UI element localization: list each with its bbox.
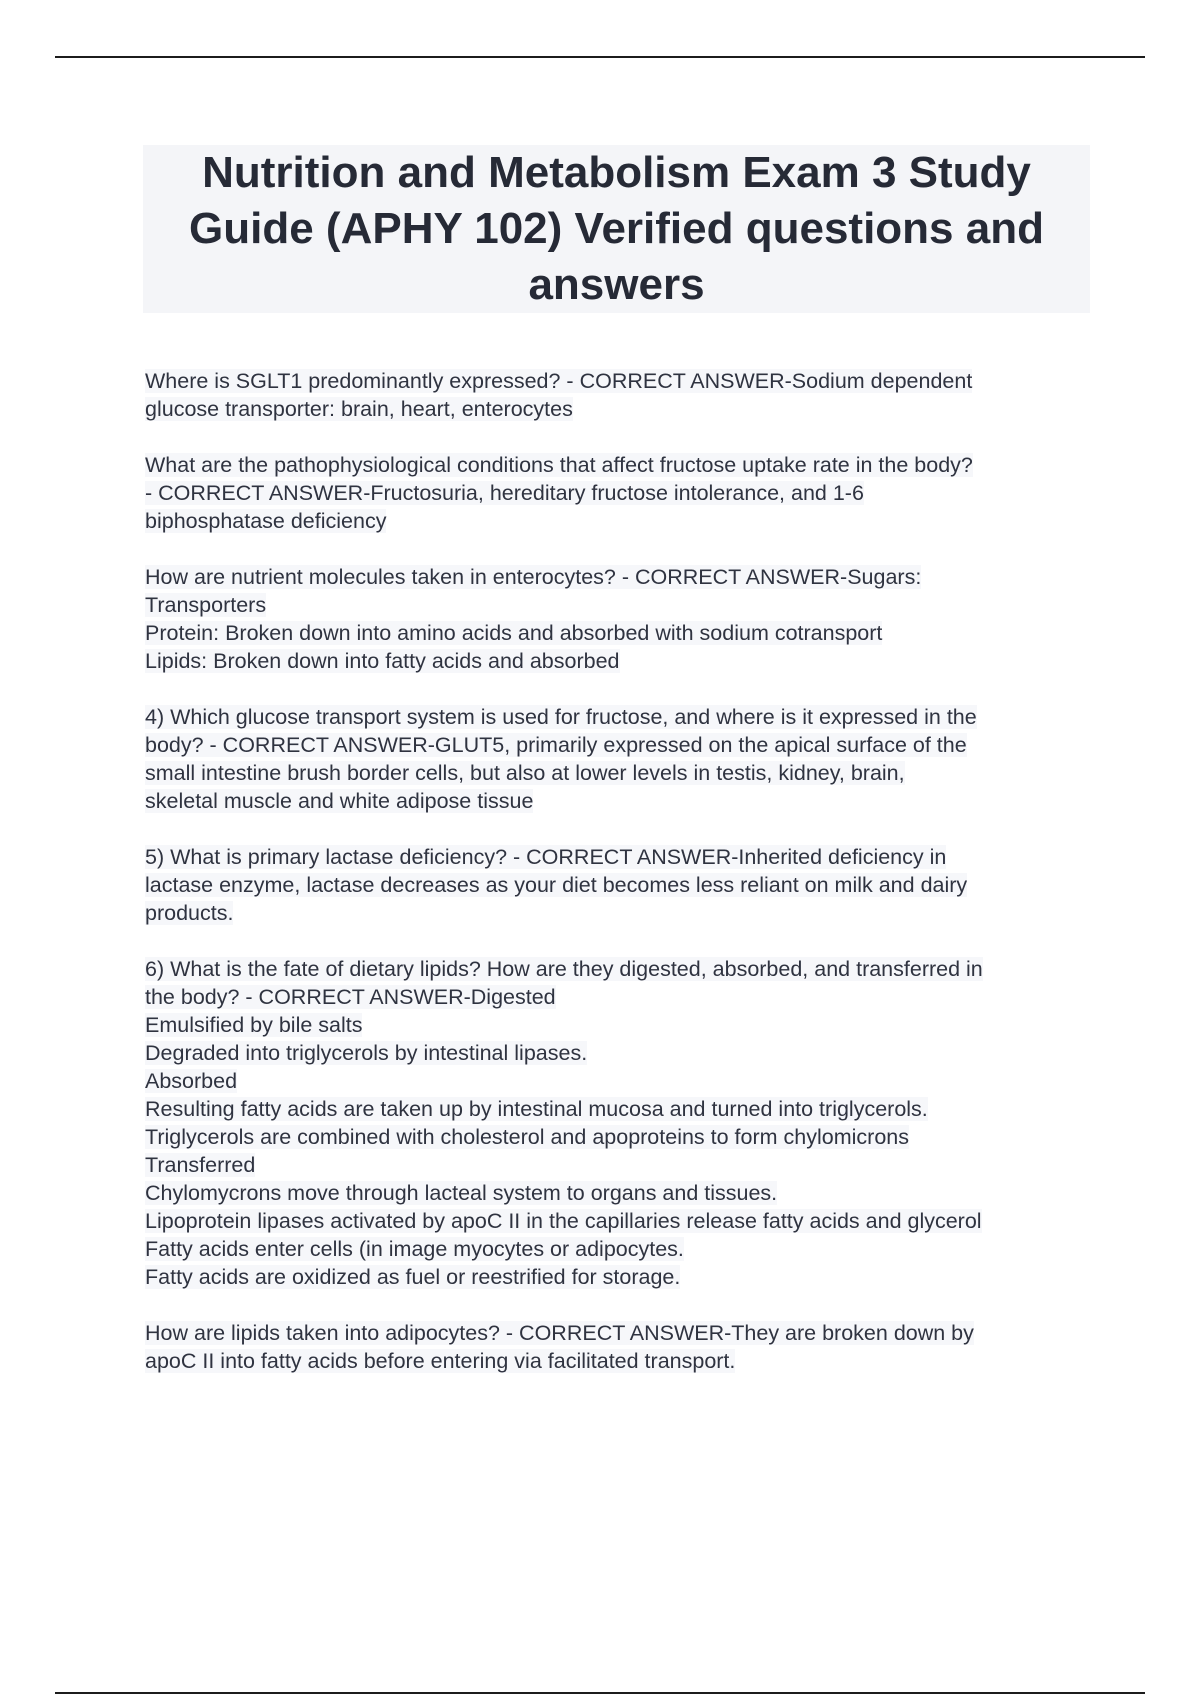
- entry-line: 4) Which glucose transport system is used for fructose, and where is it expressed in the: [145, 705, 977, 729]
- entry-line: Emulsified by bile salts: [145, 1013, 363, 1037]
- qa-entry: [145, 451, 1095, 535]
- entry-line: skeletal muscle and white adipose tissue: [145, 789, 534, 813]
- top-rule: [55, 56, 1145, 58]
- qa-entry: [145, 703, 1095, 815]
- entry-line: products.: [145, 901, 234, 925]
- entry-line: Protein: Broken down into amino acids and absorbed with sodium cotransport: [145, 621, 883, 645]
- entry-line: - CORRECT ANSWER-Fructosuria, hereditary fructose intolerance, and 1-6: [145, 481, 864, 505]
- entry-line: Transporters: [145, 593, 267, 617]
- document-title: Nutrition and Metabolism Exam 3 Study Guide (APHY 102) Verified questions and answers: [189, 148, 1044, 309]
- entry-line: Degraded into triglycerols by intestinal lipases.: [145, 1041, 588, 1065]
- qa-entry: [145, 955, 1095, 1291]
- title-banner: [143, 145, 1090, 313]
- entry-line: Fatty acids enter cells (in image myocytes or adipocytes.: [145, 1237, 684, 1261]
- qa-list: [145, 367, 1095, 1403]
- entry-line: Lipoprotein lipases activated by apoC II in the capillaries release fatty acids and glycerol: [145, 1209, 982, 1233]
- entry-line: biphosphatase deficiency: [145, 509, 387, 533]
- bottom-rule: [55, 1692, 1145, 1694]
- entry-line: 6) What is the fate of dietary lipids? How are they digested, absorbed, and transferred in: [145, 957, 983, 981]
- entry-line: Transferred: [145, 1153, 256, 1177]
- entry-line: What are the pathophysiological conditions that affect fructose uptake rate in the body?: [145, 453, 973, 477]
- entry-line: lactase enzyme, lactase decreases as your diet becomes less reliant on milk and dairy: [145, 873, 968, 897]
- qa-entry: [145, 843, 1095, 927]
- entry-line: Absorbed: [145, 1069, 238, 1093]
- qa-entry: [145, 1319, 1095, 1375]
- entry-line: How are lipids taken into adipocytes? - CORRECT ANSWER-They are broken down by: [145, 1321, 974, 1345]
- entry-line: body? - CORRECT ANSWER-GLUT5, primarily expressed on the apical surface of the: [145, 733, 967, 757]
- entry-line: Lipids: Broken down into fatty acids and absorbed: [145, 649, 620, 673]
- qa-entry: [145, 367, 1095, 423]
- entry-line: Where is SGLT1 predominantly expressed? - CORRECT ANSWER-Sodium dependent: [145, 369, 973, 393]
- entry-line: the body? - CORRECT ANSWER-Digested: [145, 985, 556, 1009]
- entry-line: Chylomycrons move through lacteal system to organs and tissues.: [145, 1181, 778, 1205]
- entry-line: Triglycerols are combined with cholesterol and apoproteins to form chylomicrons: [145, 1125, 909, 1149]
- entry-line: Resulting fatty acids are taken up by intestinal mucosa and turned into triglycerols.: [145, 1097, 928, 1121]
- qa-entry: [145, 563, 1095, 675]
- entry-line: How are nutrient molecules taken in enterocytes? - CORRECT ANSWER-Sugars:: [145, 565, 922, 589]
- entry-line: glucose transporter: brain, heart, enterocytes: [145, 397, 573, 421]
- entry-line: small intestine brush border cells, but also at lower levels in testis, kidney, brain,: [145, 761, 905, 785]
- entry-line: apoC II into fatty acids before entering via facilitated transport.: [145, 1349, 736, 1373]
- entry-line: Fatty acids are oxidized as fuel or reestrified for storage.: [145, 1265, 681, 1289]
- entry-line: 5) What is primary lactase deficiency? - CORRECT ANSWER-Inherited deficiency in: [145, 845, 947, 869]
